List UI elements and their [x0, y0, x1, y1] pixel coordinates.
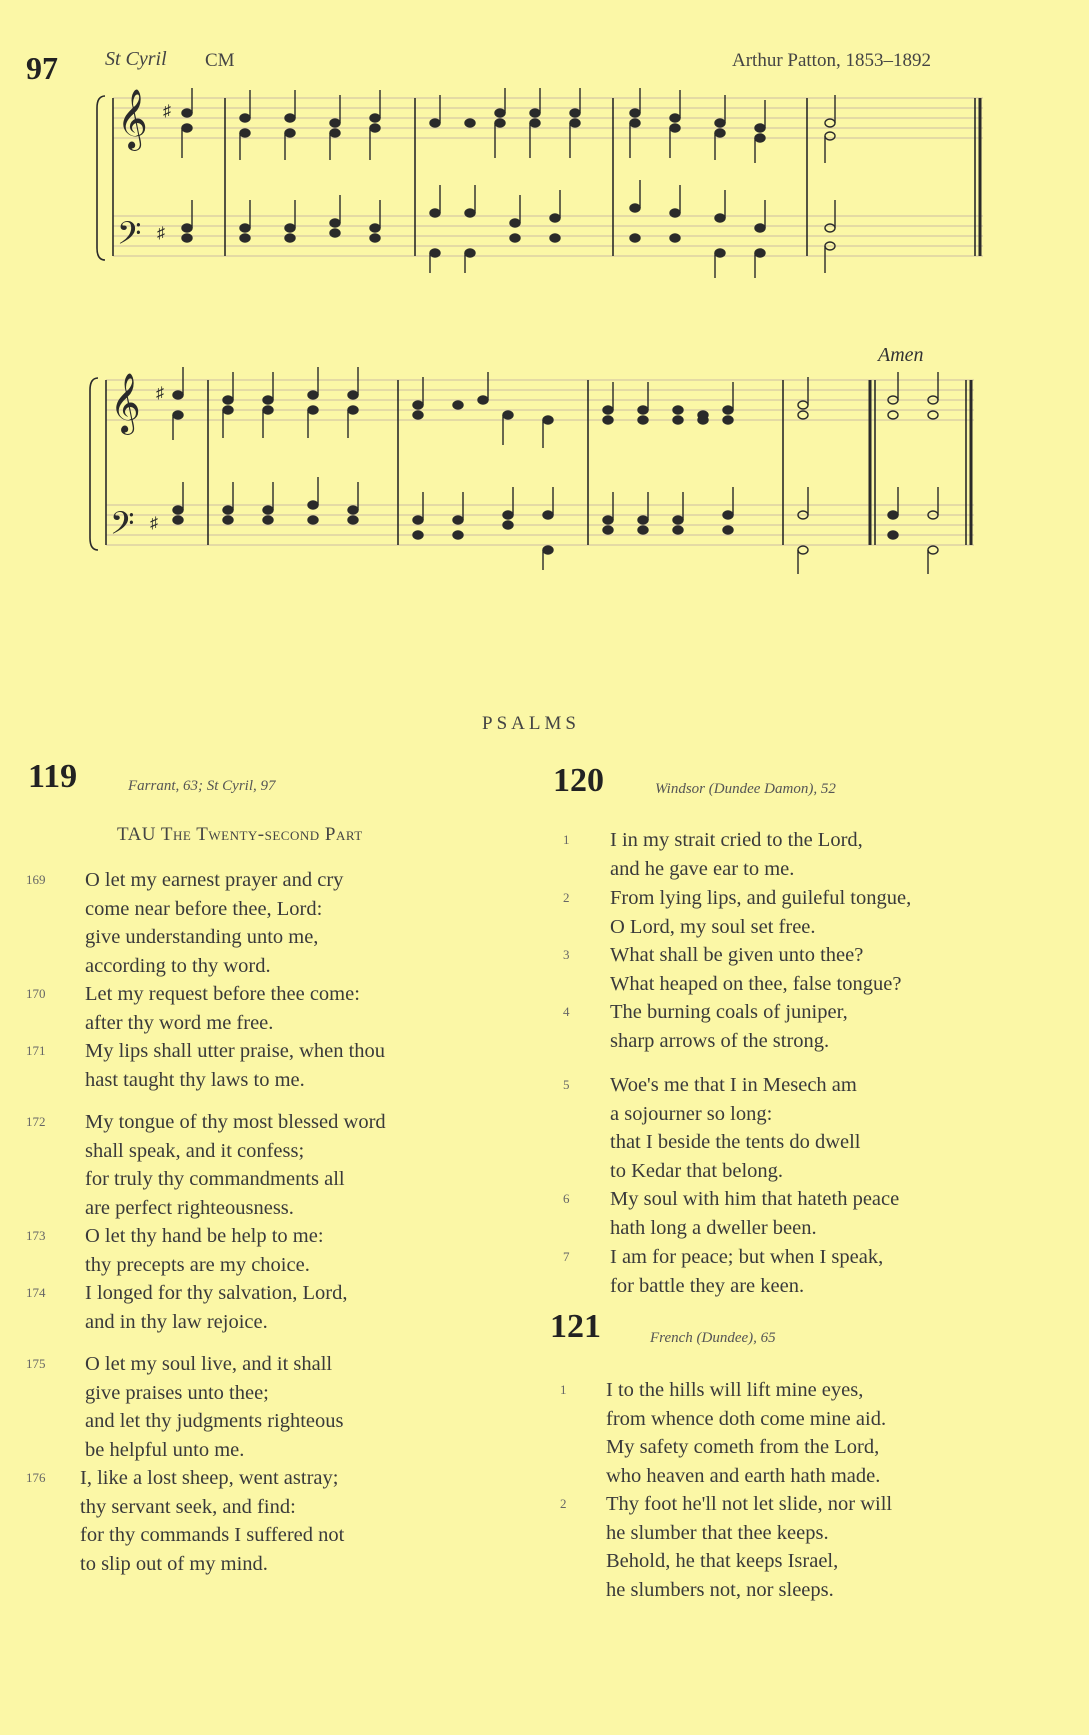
- verse-number: 2: [560, 1496, 567, 1511]
- verse-line: Thy foot he'll not let slide, nor will: [606, 1493, 893, 1515]
- svg-text:𝄞: 𝄞: [117, 89, 148, 149]
- svg-text:𝄞: 𝄞: [110, 373, 141, 433]
- verse-line: he slumbers not, nor sleeps.: [606, 1578, 834, 1601]
- psalm-119-number: 119: [28, 758, 78, 795]
- verse-line: be helpful unto me.: [85, 1438, 245, 1461]
- verse-line: thy servant seek, and find:: [80, 1495, 296, 1518]
- music-system-2: [88, 360, 988, 580]
- verse-number: 3: [563, 947, 570, 962]
- verse-line: give understanding unto me,: [85, 926, 319, 948]
- section-title: PSALMS: [482, 713, 580, 734]
- verse-line: are perfect righteousness.: [85, 1196, 294, 1219]
- verse-number: 1: [563, 832, 570, 847]
- verse-line: to Kedar that belong.: [610, 1159, 784, 1182]
- verse-line: O let thy hand be help to me:: [85, 1225, 324, 1247]
- verse-line: Let my request before thee come:: [85, 983, 360, 1005]
- verse-line: for thy commands I suffered not: [80, 1524, 345, 1546]
- verse-line: I am for peace; but when I speak,: [610, 1246, 884, 1268]
- svg-text:𝄢: 𝄢: [117, 215, 142, 259]
- verse-line: and in thy law rejoice.: [85, 1310, 268, 1333]
- verse-line: Woe's me that I in Mesech am: [610, 1074, 857, 1096]
- verse-line: What shall be given unto thee?: [610, 944, 864, 966]
- verse-number: 172: [26, 1114, 46, 1129]
- verse-line: give praises unto thee;: [85, 1381, 269, 1404]
- verse-number: 174: [26, 1285, 46, 1300]
- psalm-121-number: 121: [550, 1308, 601, 1345]
- verse-line: Behold, he that keeps Israel,: [606, 1550, 839, 1572]
- svg-text:♯: ♯: [163, 103, 171, 120]
- verse-line: come near before thee, Lord:: [85, 897, 323, 920]
- verse-line: to slip out of my mind.: [80, 1552, 268, 1575]
- amen-label: Amen: [878, 344, 924, 366]
- verse-line: according to thy word.: [85, 954, 271, 977]
- composer: Arthur Patton, 1853–1892: [732, 50, 931, 71]
- svg-text:♯: ♯: [150, 515, 158, 532]
- verse-number: 176: [26, 1470, 46, 1485]
- tune-name: St Cyril: [105, 48, 167, 70]
- verse-line: for truly thy commandments all: [85, 1168, 345, 1190]
- verse-number: 169: [26, 872, 46, 887]
- verse-line: What heaped on thee, false tongue?: [610, 972, 902, 995]
- verse-line: thy precepts are my choice.: [85, 1253, 310, 1276]
- verse-line: after thy word me free.: [85, 1011, 274, 1034]
- verse-number: 6: [563, 1191, 570, 1206]
- verse-line: for battle they are keen.: [610, 1274, 805, 1297]
- verse-line: O Lord, my soul set free.: [610, 915, 816, 938]
- psalm-120-number: 120: [553, 762, 604, 799]
- verse-line: from whence doth come mine aid.: [606, 1407, 887, 1430]
- verse-line: O let my soul live, and it shall: [85, 1353, 333, 1375]
- verse-number: 171: [26, 1043, 46, 1058]
- verse-line: O let my earnest prayer and cry: [85, 869, 344, 891]
- verse-line: shall speak, and it confess;: [85, 1139, 305, 1162]
- verse-line: I, like a lost sheep, went astray;: [80, 1467, 339, 1489]
- verse-line: hast taught thy laws to me.: [85, 1068, 305, 1091]
- psalm-121-tunes: French (Dundee), 65: [650, 1330, 776, 1346]
- music-system-1: [95, 88, 990, 293]
- verse-line: From lying lips, and guileful tongue,: [610, 887, 912, 909]
- verse-line: he slumber that thee keeps.: [606, 1521, 829, 1544]
- verse-number: 1: [560, 1382, 567, 1397]
- verse-line: that I beside the tents do dwell: [610, 1131, 861, 1153]
- verse-line: who heaven and earth hath made.: [606, 1464, 881, 1487]
- psalm-119-tunes: Farrant, 63; St Cyril, 97: [128, 778, 276, 794]
- verse-line: I to the hills will lift mine eyes,: [606, 1379, 864, 1401]
- verse-line: My lips shall utter praise, when thou: [85, 1040, 386, 1062]
- svg-text:𝄢: 𝄢: [110, 505, 135, 549]
- verse-line: and he gave ear to me.: [610, 857, 795, 880]
- verse-number: 175: [26, 1356, 46, 1371]
- verse-line: I in my strait cried to the Lord,: [610, 829, 863, 851]
- verse-line: My soul with him that hateth peace: [610, 1188, 900, 1210]
- verse-number: 5: [563, 1077, 570, 1092]
- svg-text:♯: ♯: [156, 385, 164, 402]
- hymn-number: 97: [26, 50, 58, 86]
- svg-text:♯: ♯: [157, 225, 165, 242]
- verse-number: 2: [563, 890, 570, 905]
- verse-number: 4: [563, 1004, 570, 1019]
- verse-number: 7: [563, 1249, 570, 1264]
- verse-line: sharp arrows of the strong.: [610, 1029, 830, 1052]
- verse-line: and let thy judgments righteous: [85, 1410, 344, 1432]
- verse-line: a sojourner so long:: [610, 1102, 773, 1125]
- meter: CM: [205, 50, 235, 71]
- verse-number: 170: [26, 986, 46, 1001]
- verse-line: My tongue of thy most blessed word: [85, 1111, 386, 1133]
- verse-line: I longed for thy salvation, Lord,: [85, 1282, 348, 1304]
- verse-line: hath long a dweller been.: [610, 1216, 817, 1239]
- psalm-119-part-heading: TAU The Twenty-second Part: [117, 824, 363, 845]
- verse-line: The burning coals of juniper,: [610, 1001, 848, 1023]
- verse-line: My safety cometh from the Lord,: [606, 1436, 880, 1458]
- psalm-120-tunes: Windsor (Dundee Damon), 52: [655, 781, 836, 797]
- verse-number: 173: [26, 1228, 46, 1243]
